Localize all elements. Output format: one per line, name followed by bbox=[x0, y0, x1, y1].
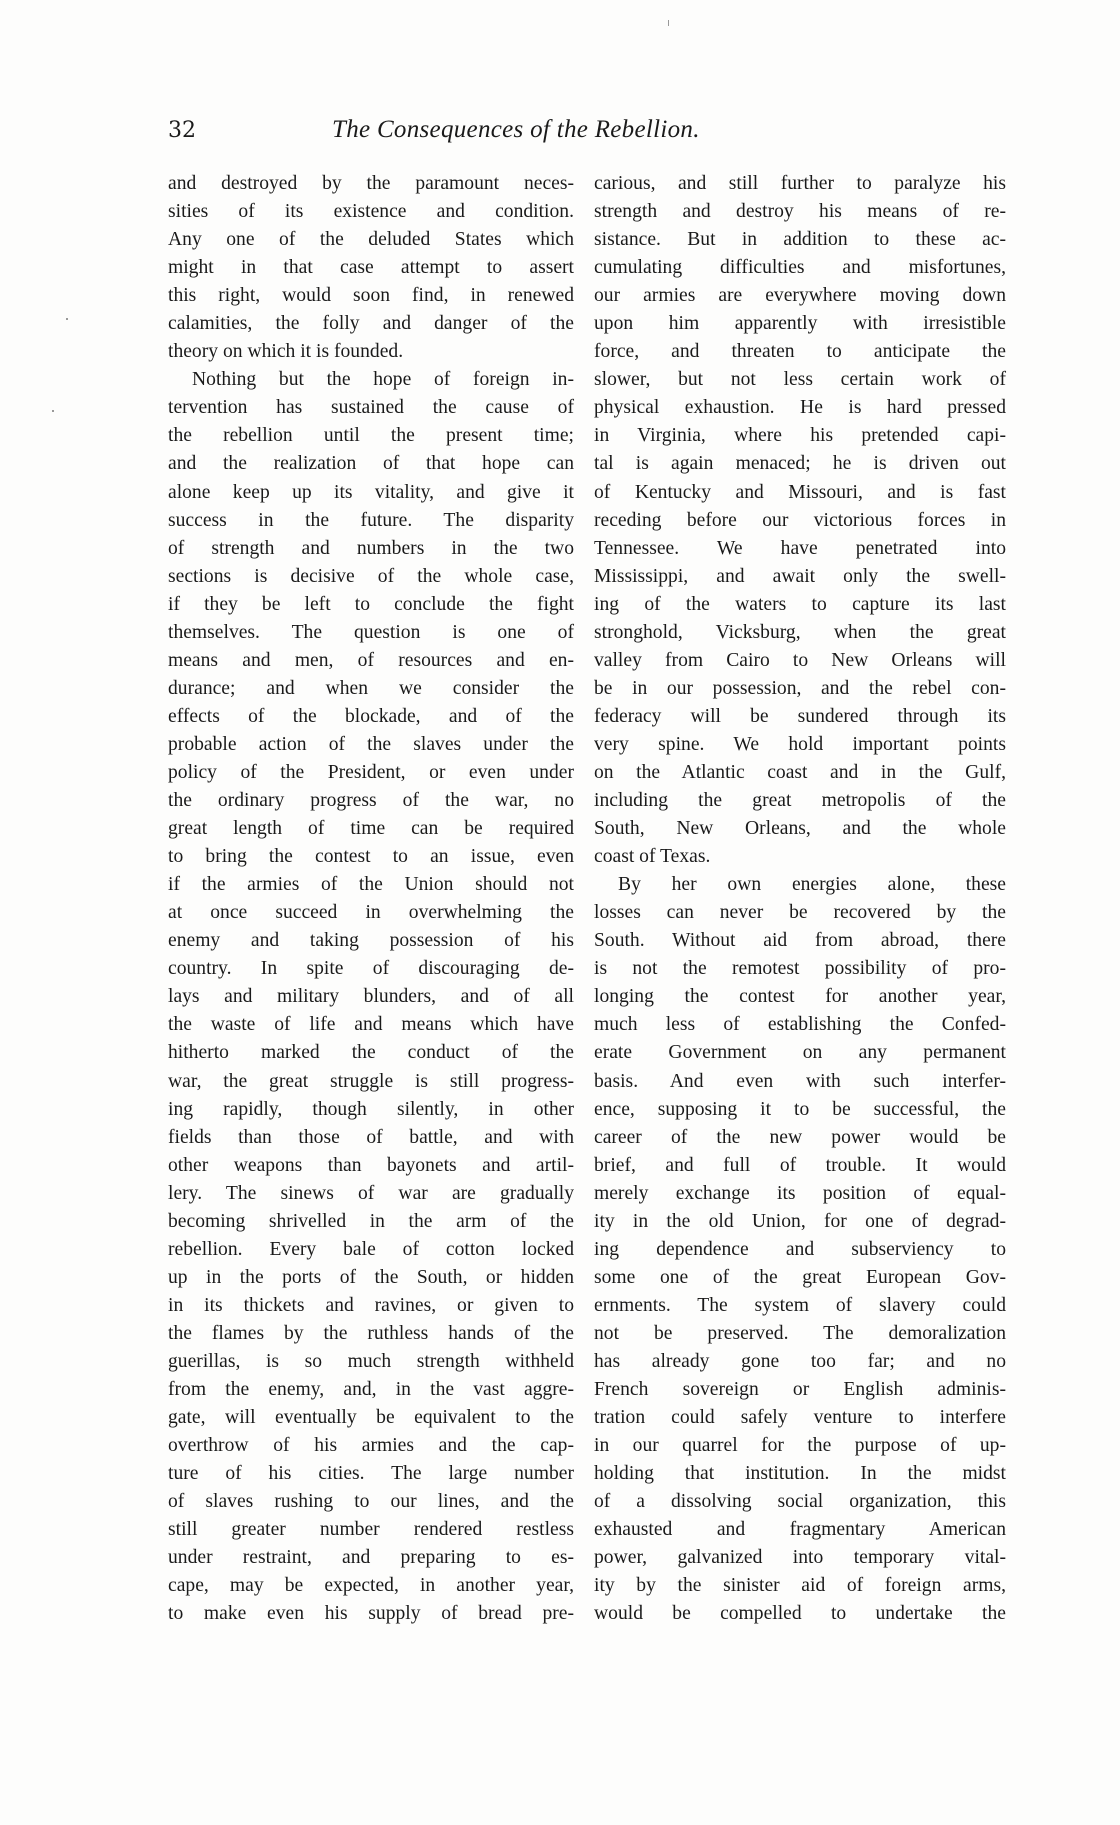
text-line: exhausted and fragmentary American bbox=[594, 1519, 1006, 1541]
text-line: tervention has sustained the cause of bbox=[168, 397, 574, 419]
text-line: probable action of the slaves under the bbox=[168, 733, 574, 755]
text-line: theory on which it is founded. bbox=[168, 341, 404, 363]
text-line: alone keep up its vitality, and give it bbox=[168, 481, 574, 503]
text-line: and the realization of that hope can bbox=[168, 453, 574, 475]
text-line: the waste of life and means which have bbox=[168, 1014, 574, 1036]
text-line: tration could safely venture to interfere bbox=[594, 1407, 1006, 1429]
text-line: much less of establishing the Confed- bbox=[594, 1014, 1006, 1036]
text-line: in our quarrel for the purpose of up- bbox=[594, 1435, 1006, 1457]
text-line: still greater number rendered restless bbox=[168, 1519, 574, 1541]
text-line: coast of Texas. bbox=[594, 846, 711, 868]
text-line: sistance. But in addition to these ac- bbox=[594, 229, 1006, 251]
text-line: effects of the blockade, and of the bbox=[168, 705, 574, 727]
text-line: ence, supposing it to be successful, the bbox=[594, 1098, 1006, 1120]
text-line: Mississippi, and await only the swell- bbox=[594, 565, 1006, 587]
text-line: Tennessee. We have penetrated into bbox=[594, 537, 1006, 559]
text-line: ity in the old Union, for one of degrad- bbox=[594, 1210, 1006, 1232]
text-line: sections is decisive of the whole case, bbox=[168, 565, 574, 587]
text-line: ity by the sinister aid of foreign arms, bbox=[594, 1575, 1006, 1597]
scan-speck bbox=[66, 318, 68, 320]
text-line: of strength and numbers in the two bbox=[168, 537, 574, 559]
text-line: enemy and taking possession of his bbox=[168, 930, 574, 952]
text-line: South. Without aid from abroad, there bbox=[594, 930, 1006, 952]
text-line: this right, would soon find, in renewed bbox=[168, 285, 574, 307]
text-line: basis. And even with such interfer- bbox=[594, 1070, 1006, 1092]
text-line: ing dependence and subserviency to bbox=[594, 1238, 1006, 1260]
text-line: French sovereign or English adminis- bbox=[594, 1379, 1006, 1401]
text-line: the flames by the ruthless hands of the bbox=[168, 1322, 574, 1344]
text-line: By her own energies alone, these bbox=[618, 874, 1006, 896]
text-line: ing rapidly, though silently, in other bbox=[168, 1098, 574, 1120]
text-line: power, galvanized into temporary vital- bbox=[594, 1547, 1006, 1569]
text-line: lery. The sinews of war are gradually bbox=[168, 1182, 574, 1204]
text-line: of slaves rushing to our lines, and the bbox=[168, 1491, 574, 1513]
text-line: if they be left to conclude the fight bbox=[168, 593, 574, 615]
text-line: if the armies of the Union should not bbox=[168, 874, 574, 896]
text-line: longing the contest for another year, bbox=[594, 986, 1006, 1008]
page-number: 32 bbox=[168, 118, 196, 143]
text-line: has already gone too far; and no bbox=[594, 1350, 1006, 1372]
text-line: ture of his cities. The large number bbox=[168, 1463, 574, 1485]
text-line: some one of the great European Gov- bbox=[594, 1266, 1006, 1288]
running-title: The Consequences of the Rebellion. bbox=[332, 116, 700, 143]
scan-speck bbox=[52, 410, 54, 412]
text-line: Any one of the deluded States which bbox=[168, 229, 574, 251]
text-line: country. In spite of discouraging de- bbox=[168, 958, 574, 980]
text-line: on the Atlantic coast and in the Gulf, bbox=[594, 761, 1006, 783]
text-line: guerillas, is so much strength withheld bbox=[168, 1350, 574, 1372]
text-line: war, the great struggle is still progress- bbox=[168, 1070, 574, 1092]
text-line: physical exhaustion. He is hard pressed bbox=[594, 397, 1006, 419]
text-line: carious, and still further to paralyze his bbox=[594, 173, 1006, 194]
text-line: might in that case attempt to assert bbox=[168, 257, 574, 279]
text-line: the ordinary progress of the war, no bbox=[168, 790, 574, 812]
text-line: in its thickets and ravines, or given to bbox=[168, 1294, 574, 1316]
text-line: the rebellion until the present time; bbox=[168, 425, 574, 447]
text-line: hitherto marked the conduct of the bbox=[168, 1042, 574, 1064]
text-line: would be compelled to undertake the bbox=[594, 1603, 1006, 1625]
text-line: themselves. The question is one of bbox=[168, 621, 574, 643]
text-line: slower, but not less certain work of bbox=[594, 369, 1006, 391]
right-column bbox=[594, 170, 1006, 1628]
text-line: ernments. The system of slavery could bbox=[594, 1294, 1006, 1316]
text-line: merely exchange its position of equal- bbox=[594, 1182, 1006, 1204]
text-line: sities of its existence and condition. bbox=[168, 201, 574, 223]
scan-speck bbox=[668, 20, 669, 26]
text-line: and destroyed by the paramount neces- bbox=[168, 173, 574, 194]
text-line: is not the remotest possibility of pro- bbox=[594, 958, 1006, 980]
text-line: holding that institution. In the midst bbox=[594, 1463, 1006, 1485]
text-line: Nothing but the hope of foreign in- bbox=[192, 369, 574, 391]
text-line: cape, may be expected, in another year, bbox=[168, 1575, 574, 1597]
text-line: policy of the President, or even under bbox=[168, 761, 574, 783]
text-line: career of the new power would be bbox=[594, 1126, 1006, 1148]
text-line: be in our possession, and the rebel con- bbox=[594, 677, 1006, 699]
text-line: strength and destroy his means of re- bbox=[594, 201, 1006, 223]
text-line: overthrow of his armies and the cap- bbox=[168, 1435, 574, 1457]
text-line: South, New Orleans, and the whole bbox=[594, 818, 1006, 840]
text-line: ing of the waters to capture its last bbox=[594, 593, 1006, 615]
text-line: success in the future. The disparity bbox=[168, 509, 574, 531]
text-line: including the great metropolis of the bbox=[594, 790, 1006, 812]
text-line: force, and threaten to anticipate the bbox=[594, 341, 1006, 363]
text-line: under restraint, and preparing to es- bbox=[168, 1547, 574, 1569]
text-line: brief, and full of trouble. It would bbox=[594, 1154, 1006, 1176]
text-line: means and men, of resources and en- bbox=[168, 649, 574, 671]
text-line: losses can never be recovered by the bbox=[594, 902, 1006, 924]
text-line: from the enemy, and, in the vast aggre- bbox=[168, 1379, 574, 1401]
text-line: great length of time can be required bbox=[168, 818, 574, 840]
text-line: upon him apparently with irresistible bbox=[594, 313, 1006, 335]
text-line: of a dissolving social organization, this bbox=[594, 1491, 1006, 1513]
text-line: not be preserved. The demoralization bbox=[594, 1322, 1006, 1344]
text-line: to make even his supply of bread pre- bbox=[168, 1603, 574, 1625]
text-line: durance; and when we consider the bbox=[168, 677, 574, 699]
text-line: becoming shrivelled in the arm of the bbox=[168, 1210, 574, 1232]
text-line: of Kentucky and Missouri, and is fast bbox=[594, 481, 1006, 503]
text-line: fields than those of battle, and with bbox=[168, 1126, 574, 1148]
text-line: our armies are everywhere moving down bbox=[594, 285, 1006, 307]
text-line: other weapons than bayonets and artil- bbox=[168, 1154, 574, 1176]
text-line: erate Government on any permanent bbox=[594, 1042, 1006, 1064]
text-line: up in the ports of the South, or hidden bbox=[168, 1266, 574, 1288]
text-line: tal is again menaced; he is driven out bbox=[594, 453, 1006, 475]
text-line: cumulating difficulties and misfortunes, bbox=[594, 257, 1006, 279]
text-line: federacy will be sundered through its bbox=[594, 705, 1006, 727]
left-column bbox=[168, 170, 574, 1628]
text-line: at once succeed in overwhelming the bbox=[168, 902, 574, 924]
text-line: valley from Cairo to New Orleans will bbox=[594, 649, 1006, 671]
text-line: rebellion. Every bale of cotton locked bbox=[168, 1238, 574, 1260]
text-line: to bring the contest to an issue, even bbox=[168, 846, 574, 868]
text-line: receding before our victorious forces in bbox=[594, 509, 1006, 531]
text-line: stronghold, Vicksburg, when the great bbox=[594, 621, 1006, 643]
text-line: calamities, the folly and danger of the bbox=[168, 313, 574, 335]
text-line: in Virginia, where his pretended capi- bbox=[594, 425, 1006, 447]
text-line: gate, will eventually be equivalent to the bbox=[168, 1407, 574, 1429]
text-line: very spine. We hold important points bbox=[594, 733, 1006, 755]
page-header bbox=[168, 118, 1008, 150]
text-line: lays and military blunders, and of all bbox=[168, 986, 574, 1008]
